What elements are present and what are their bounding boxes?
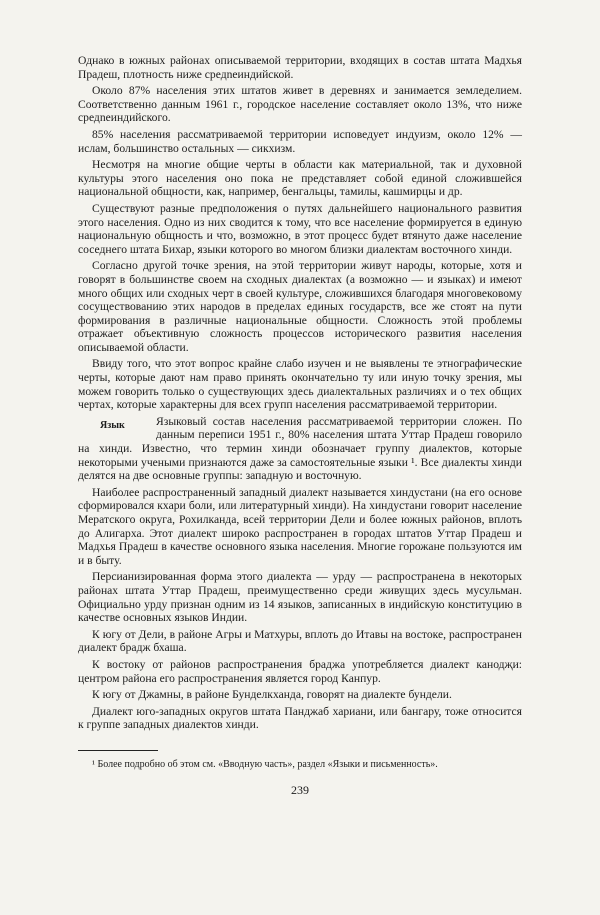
footnote-divider <box>78 750 158 751</box>
paragraph: Персианизированная форма этого диалекта — урду — распространена в некоторых районах штата Уттар Прадеш, преимущественно среди живущих здесь мусульман. Официально урду признан одним из 14 языков, записанных в индийскую конституцию в качестве основных языков Индии. <box>78 570 522 625</box>
paragraph: Согласно другой точке зрения, на этой территории живут народы, которые, хотя и говорят в большинстве своем на сходных диалектах (а возможно — и языках) и имеют много общих или сходных черт в своей культуре, сложившихся благодаря многовековому сосуществованию этих народов в пределах единых государств, все же стоят на пути формирования в различные национальные общности. Сложность этой проблемы отражает объективную сложность процессов исторического развития населения описываемой области. <box>78 259 522 354</box>
footnote: ¹ Более подробно об этом см. «Вводную часть», раздел «Языки и письменность». <box>92 758 438 770</box>
section-paragraph: Языковый состав населения рассматриваемой территории сложен. По данным переписи 1951 г., 80% населения штата Уттар Прадеш говорило на хинди. Известно, что термин хинди обозначает группу диалектов, которые некоторыми учеными признаются даже за самостоятельные языки ¹. Все диалекты хинди делятся на две основные группы: западную и восточную. <box>78 414 522 483</box>
main-text <box>78 54 522 732</box>
paragraph: Несмотря на многие общие черты в области как материальной, так и духовной культуры этого населения оно пока не представляет собой единой сложившейся национальной общности, как, например, бенгальцы, тамилы, кашмирцы и др. <box>78 158 522 199</box>
paragraph: К югу от Дели, в районе Агры и Матхуры, вплоть до Итавы на востоке, распространен диалект брадж бхаша. <box>78 627 522 655</box>
section-side-label: Язык <box>100 419 125 431</box>
paragraph: Ввиду того, что этот вопрос крайне слабо изучен и не выявлены те этнографические черты, которые дают нам право принять окончательно ту или иную точку зрения, мы можем говорить только о существующих здесь диалектальных различиях и о тех общих чертах, которые характерны для всех групп населения рассматриваемой территории. <box>78 357 522 412</box>
page-number: 239 <box>291 782 309 797</box>
language-section <box>78 415 522 483</box>
paragraph: Диалект юго-западных округов штата Панджаб хариани, или бангару, тоже относится к группе западных диалектов хинди. <box>78 704 522 732</box>
paragraph: К востоку от районов распространения браджа употребляется диалект канодҗи: центром района его распространения является город Канпур. <box>78 657 522 685</box>
paragraph: К югу от Джамны, в районе Бунделкханда, говорят на диалекте бундели. <box>92 688 452 702</box>
paragraph: Однако в южных районах описываемой территории, входящих в состав штата Мадхья Прадеш, плотность ниже средneиндийской. <box>78 54 522 81</box>
paragraph: Около 87% населения этих штатов живет в деревнях и занимается земледелием. Соответственно данным 1961 г., городское население составляет около 13%, что ниже средneиндийского. <box>78 84 522 125</box>
paragraph: Существуют разные предположения о путях дальнейшего национального развития этого населения. Одно из них сводится к тому, что все население формируется в единую национальную общность и что, возможно, в этот процесс будет втянуто даже население соседнего штата Бихар, языки которого во многом близки диалектам восточного хинди. <box>78 201 522 256</box>
paragraph: Наиболее распространенный западный диалект называется хиндустани (на его основе сформировался кхари боли, или литературный хинди). На хиндустани говорит население Мератского округа, Рохилканда, всей территории Дели и более южных районов, вплоть до Алигарха. Этот диалект широко распространен в городах штатов Уттар Прадеш и Мадхья Прадеш в качестве основного языка населения. Многие горожане пользуются им и в быту. <box>78 485 522 567</box>
paragraph: 85% населения рассматриваемой территории исповедует индуизм, около 12% — ислам, большинство остальных — сикхизм. <box>78 127 522 155</box>
